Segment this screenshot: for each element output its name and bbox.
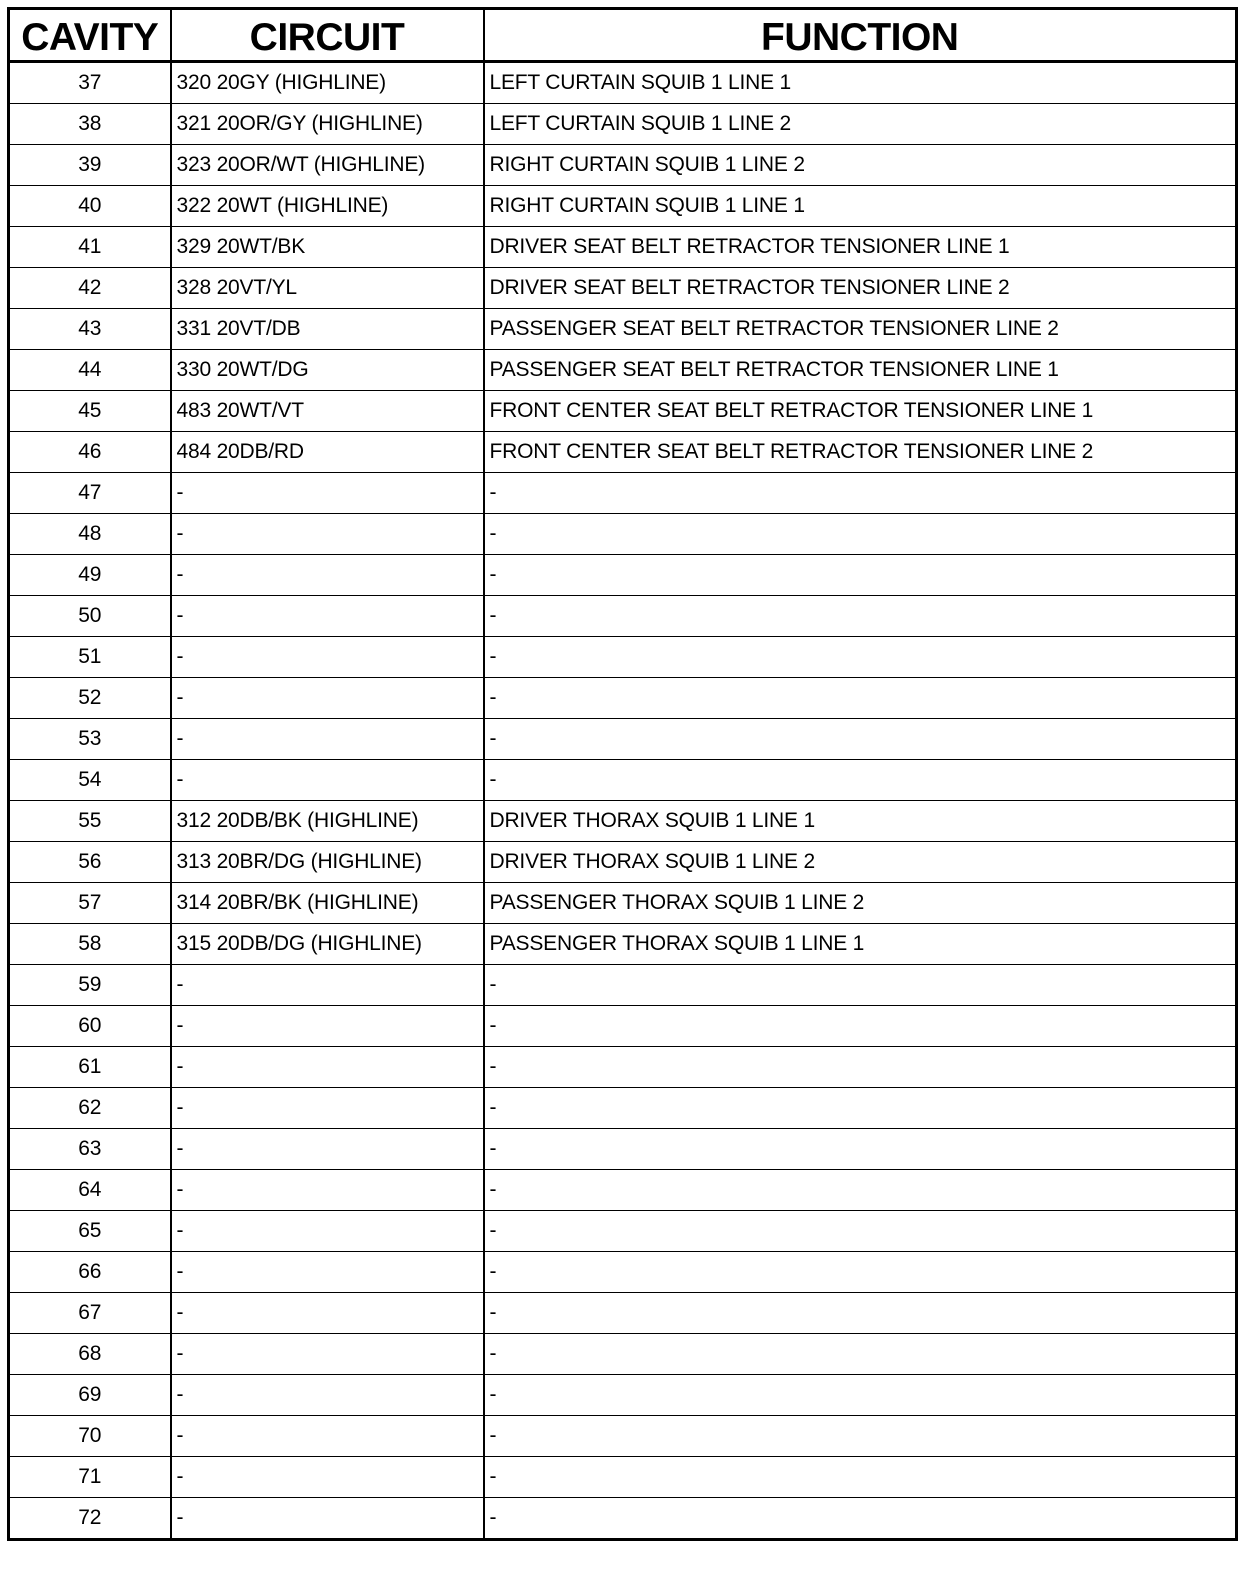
cavity-cell: 68 xyxy=(9,1334,171,1375)
cavity-cell: 55 xyxy=(9,801,171,842)
function-cell: DRIVER SEAT BELT RETRACTOR TENSIONER LINE 2 xyxy=(484,268,1237,309)
cavity-cell: 71 xyxy=(9,1457,171,1498)
cavity-cell: 50 xyxy=(9,596,171,637)
table-row xyxy=(9,719,1237,760)
cavity-cell: 59 xyxy=(9,965,171,1006)
circuit-cell: 484 20DB/RD xyxy=(171,432,484,473)
circuit-cell: 323 20OR/WT (HIGHLINE) xyxy=(171,145,484,186)
table-row xyxy=(9,1457,1237,1498)
cavity-cell: 47 xyxy=(9,473,171,514)
function-cell: - xyxy=(484,637,1237,678)
connector-pinout-table xyxy=(7,7,1238,1541)
function-cell: - xyxy=(484,1416,1237,1457)
function-cell: FRONT CENTER SEAT BELT RETRACTOR TENSIONER LINE 1 xyxy=(484,391,1237,432)
table-row xyxy=(9,62,1237,104)
circuit-cell: 321 20OR/GY (HIGHLINE) xyxy=(171,104,484,145)
cavity-cell: 56 xyxy=(9,842,171,883)
cavity-cell: 37 xyxy=(9,62,171,104)
cavity-cell: 52 xyxy=(9,678,171,719)
cavity-cell: 57 xyxy=(9,883,171,924)
function-cell: FRONT CENTER SEAT BELT RETRACTOR TENSIONER LINE 2 xyxy=(484,432,1237,473)
circuit-cell: - xyxy=(171,1293,484,1334)
function-cell: DRIVER SEAT BELT RETRACTOR TENSIONER LINE 1 xyxy=(484,227,1237,268)
function-cell: - xyxy=(484,1375,1237,1416)
cavity-cell: 54 xyxy=(9,760,171,801)
circuit-cell: - xyxy=(171,1170,484,1211)
table-row xyxy=(9,1252,1237,1293)
function-cell: - xyxy=(484,1170,1237,1211)
circuit-cell: - xyxy=(171,1498,484,1540)
table-row xyxy=(9,1129,1237,1170)
cavity-cell: 65 xyxy=(9,1211,171,1252)
table-row xyxy=(9,268,1237,309)
table-row xyxy=(9,514,1237,555)
function-cell: - xyxy=(484,555,1237,596)
circuit-cell: - xyxy=(171,1252,484,1293)
cavity-cell: 49 xyxy=(9,555,171,596)
cavity-cell: 40 xyxy=(9,186,171,227)
table-row xyxy=(9,596,1237,637)
circuit-cell: - xyxy=(171,678,484,719)
function-cell: - xyxy=(484,1088,1237,1129)
circuit-cell: 328 20VT/YL xyxy=(171,268,484,309)
cavity-cell: 66 xyxy=(9,1252,171,1293)
cavity-cell: 38 xyxy=(9,104,171,145)
circuit-cell: 329 20WT/BK xyxy=(171,227,484,268)
function-cell: PASSENGER SEAT BELT RETRACTOR TENSIONER LINE 1 xyxy=(484,350,1237,391)
circuit-cell: - xyxy=(171,1416,484,1457)
cavity-cell: 44 xyxy=(9,350,171,391)
table-row xyxy=(9,637,1237,678)
cavity-cell: 39 xyxy=(9,145,171,186)
circuit-cell: - xyxy=(171,1334,484,1375)
function-cell: DRIVER THORAX SQUIB 1 LINE 2 xyxy=(484,842,1237,883)
circuit-cell: 313 20BR/DG (HIGHLINE) xyxy=(171,842,484,883)
cavity-cell: 45 xyxy=(9,391,171,432)
table-row xyxy=(9,555,1237,596)
circuit-cell: 322 20WT (HIGHLINE) xyxy=(171,186,484,227)
table-row xyxy=(9,309,1237,350)
function-cell: - xyxy=(484,1252,1237,1293)
function-cell: LEFT CURTAIN SQUIB 1 LINE 2 xyxy=(484,104,1237,145)
function-cell: LEFT CURTAIN SQUIB 1 LINE 1 xyxy=(484,62,1237,104)
function-cell: - xyxy=(484,1006,1237,1047)
table-row xyxy=(9,1293,1237,1334)
function-cell: PASSENGER THORAX SQUIB 1 LINE 2 xyxy=(484,883,1237,924)
function-cell: - xyxy=(484,1129,1237,1170)
cavity-cell: 61 xyxy=(9,1047,171,1088)
function-cell: - xyxy=(484,1293,1237,1334)
circuit-cell: - xyxy=(171,1088,484,1129)
function-cell: DRIVER THORAX SQUIB 1 LINE 1 xyxy=(484,801,1237,842)
table-row xyxy=(9,473,1237,514)
table-row xyxy=(9,1375,1237,1416)
function-cell: - xyxy=(484,1211,1237,1252)
circuit-cell: 330 20WT/DG xyxy=(171,350,484,391)
function-cell: - xyxy=(484,965,1237,1006)
circuit-cell: - xyxy=(171,514,484,555)
cavity-cell: 69 xyxy=(9,1375,171,1416)
function-cell: - xyxy=(484,719,1237,760)
circuit-cell: - xyxy=(171,555,484,596)
table-row xyxy=(9,1170,1237,1211)
cavity-cell: 58 xyxy=(9,924,171,965)
cavity-cell: 53 xyxy=(9,719,171,760)
circuit-cell: - xyxy=(171,473,484,514)
circuit-cell: - xyxy=(171,637,484,678)
table-row xyxy=(9,883,1237,924)
circuit-cell: - xyxy=(171,596,484,637)
table-row xyxy=(9,104,1237,145)
cavity-cell: 63 xyxy=(9,1129,171,1170)
function-cell: - xyxy=(484,1457,1237,1498)
cavity-cell: 62 xyxy=(9,1088,171,1129)
cavity-cell: 72 xyxy=(9,1498,171,1540)
function-cell: - xyxy=(484,678,1237,719)
circuit-cell: 314 20BR/BK (HIGHLINE) xyxy=(171,883,484,924)
cavity-cell: 51 xyxy=(9,637,171,678)
table-row xyxy=(9,350,1237,391)
table-row xyxy=(9,678,1237,719)
table-row xyxy=(9,391,1237,432)
cavity-cell: 42 xyxy=(9,268,171,309)
table-row xyxy=(9,801,1237,842)
cavity-cell: 64 xyxy=(9,1170,171,1211)
cavity-cell: 48 xyxy=(9,514,171,555)
cavity-cell: 70 xyxy=(9,1416,171,1457)
table-row xyxy=(9,227,1237,268)
cavity-cell: 41 xyxy=(9,227,171,268)
table-row xyxy=(9,965,1237,1006)
function-cell: - xyxy=(484,514,1237,555)
table-row xyxy=(9,432,1237,473)
cavity-cell: 43 xyxy=(9,309,171,350)
header-circuit: CIRCUIT xyxy=(171,9,484,62)
table-row xyxy=(9,145,1237,186)
cavity-cell: 67 xyxy=(9,1293,171,1334)
circuit-cell: - xyxy=(171,1006,484,1047)
function-cell: PASSENGER SEAT BELT RETRACTOR TENSIONER LINE 2 xyxy=(484,309,1237,350)
circuit-cell: - xyxy=(171,719,484,760)
table-row xyxy=(9,186,1237,227)
function-cell: - xyxy=(484,596,1237,637)
table-row xyxy=(9,924,1237,965)
function-cell: - xyxy=(484,760,1237,801)
circuit-cell: - xyxy=(171,1047,484,1088)
function-cell: - xyxy=(484,1498,1237,1540)
function-cell: RIGHT CURTAIN SQUIB 1 LINE 1 xyxy=(484,186,1237,227)
table-row xyxy=(9,1416,1237,1457)
header-row xyxy=(9,9,1237,62)
function-cell: RIGHT CURTAIN SQUIB 1 LINE 2 xyxy=(484,145,1237,186)
function-cell: - xyxy=(484,1047,1237,1088)
table-row xyxy=(9,1334,1237,1375)
circuit-cell: - xyxy=(171,965,484,1006)
table-row xyxy=(9,842,1237,883)
header-function: FUNCTION xyxy=(484,9,1237,62)
circuit-cell: - xyxy=(171,760,484,801)
circuit-cell: - xyxy=(171,1129,484,1170)
circuit-cell: - xyxy=(171,1457,484,1498)
circuit-cell: - xyxy=(171,1375,484,1416)
table-row xyxy=(9,1498,1237,1540)
function-cell: - xyxy=(484,473,1237,514)
table-row xyxy=(9,1047,1237,1088)
table-row xyxy=(9,760,1237,801)
table-row xyxy=(9,1211,1237,1252)
table-row xyxy=(9,1088,1237,1129)
circuit-cell: 320 20GY (HIGHLINE) xyxy=(171,62,484,104)
function-cell: PASSENGER THORAX SQUIB 1 LINE 1 xyxy=(484,924,1237,965)
function-cell: - xyxy=(484,1334,1237,1375)
cavity-cell: 60 xyxy=(9,1006,171,1047)
table-row xyxy=(9,1006,1237,1047)
circuit-cell: 315 20DB/DG (HIGHLINE) xyxy=(171,924,484,965)
circuit-cell: 312 20DB/BK (HIGHLINE) xyxy=(171,801,484,842)
cavity-cell: 46 xyxy=(9,432,171,473)
circuit-cell: - xyxy=(171,1211,484,1252)
circuit-cell: 331 20VT/DB xyxy=(171,309,484,350)
circuit-cell: 483 20WT/VT xyxy=(171,391,484,432)
header-cavity: CAVITY xyxy=(9,9,171,62)
